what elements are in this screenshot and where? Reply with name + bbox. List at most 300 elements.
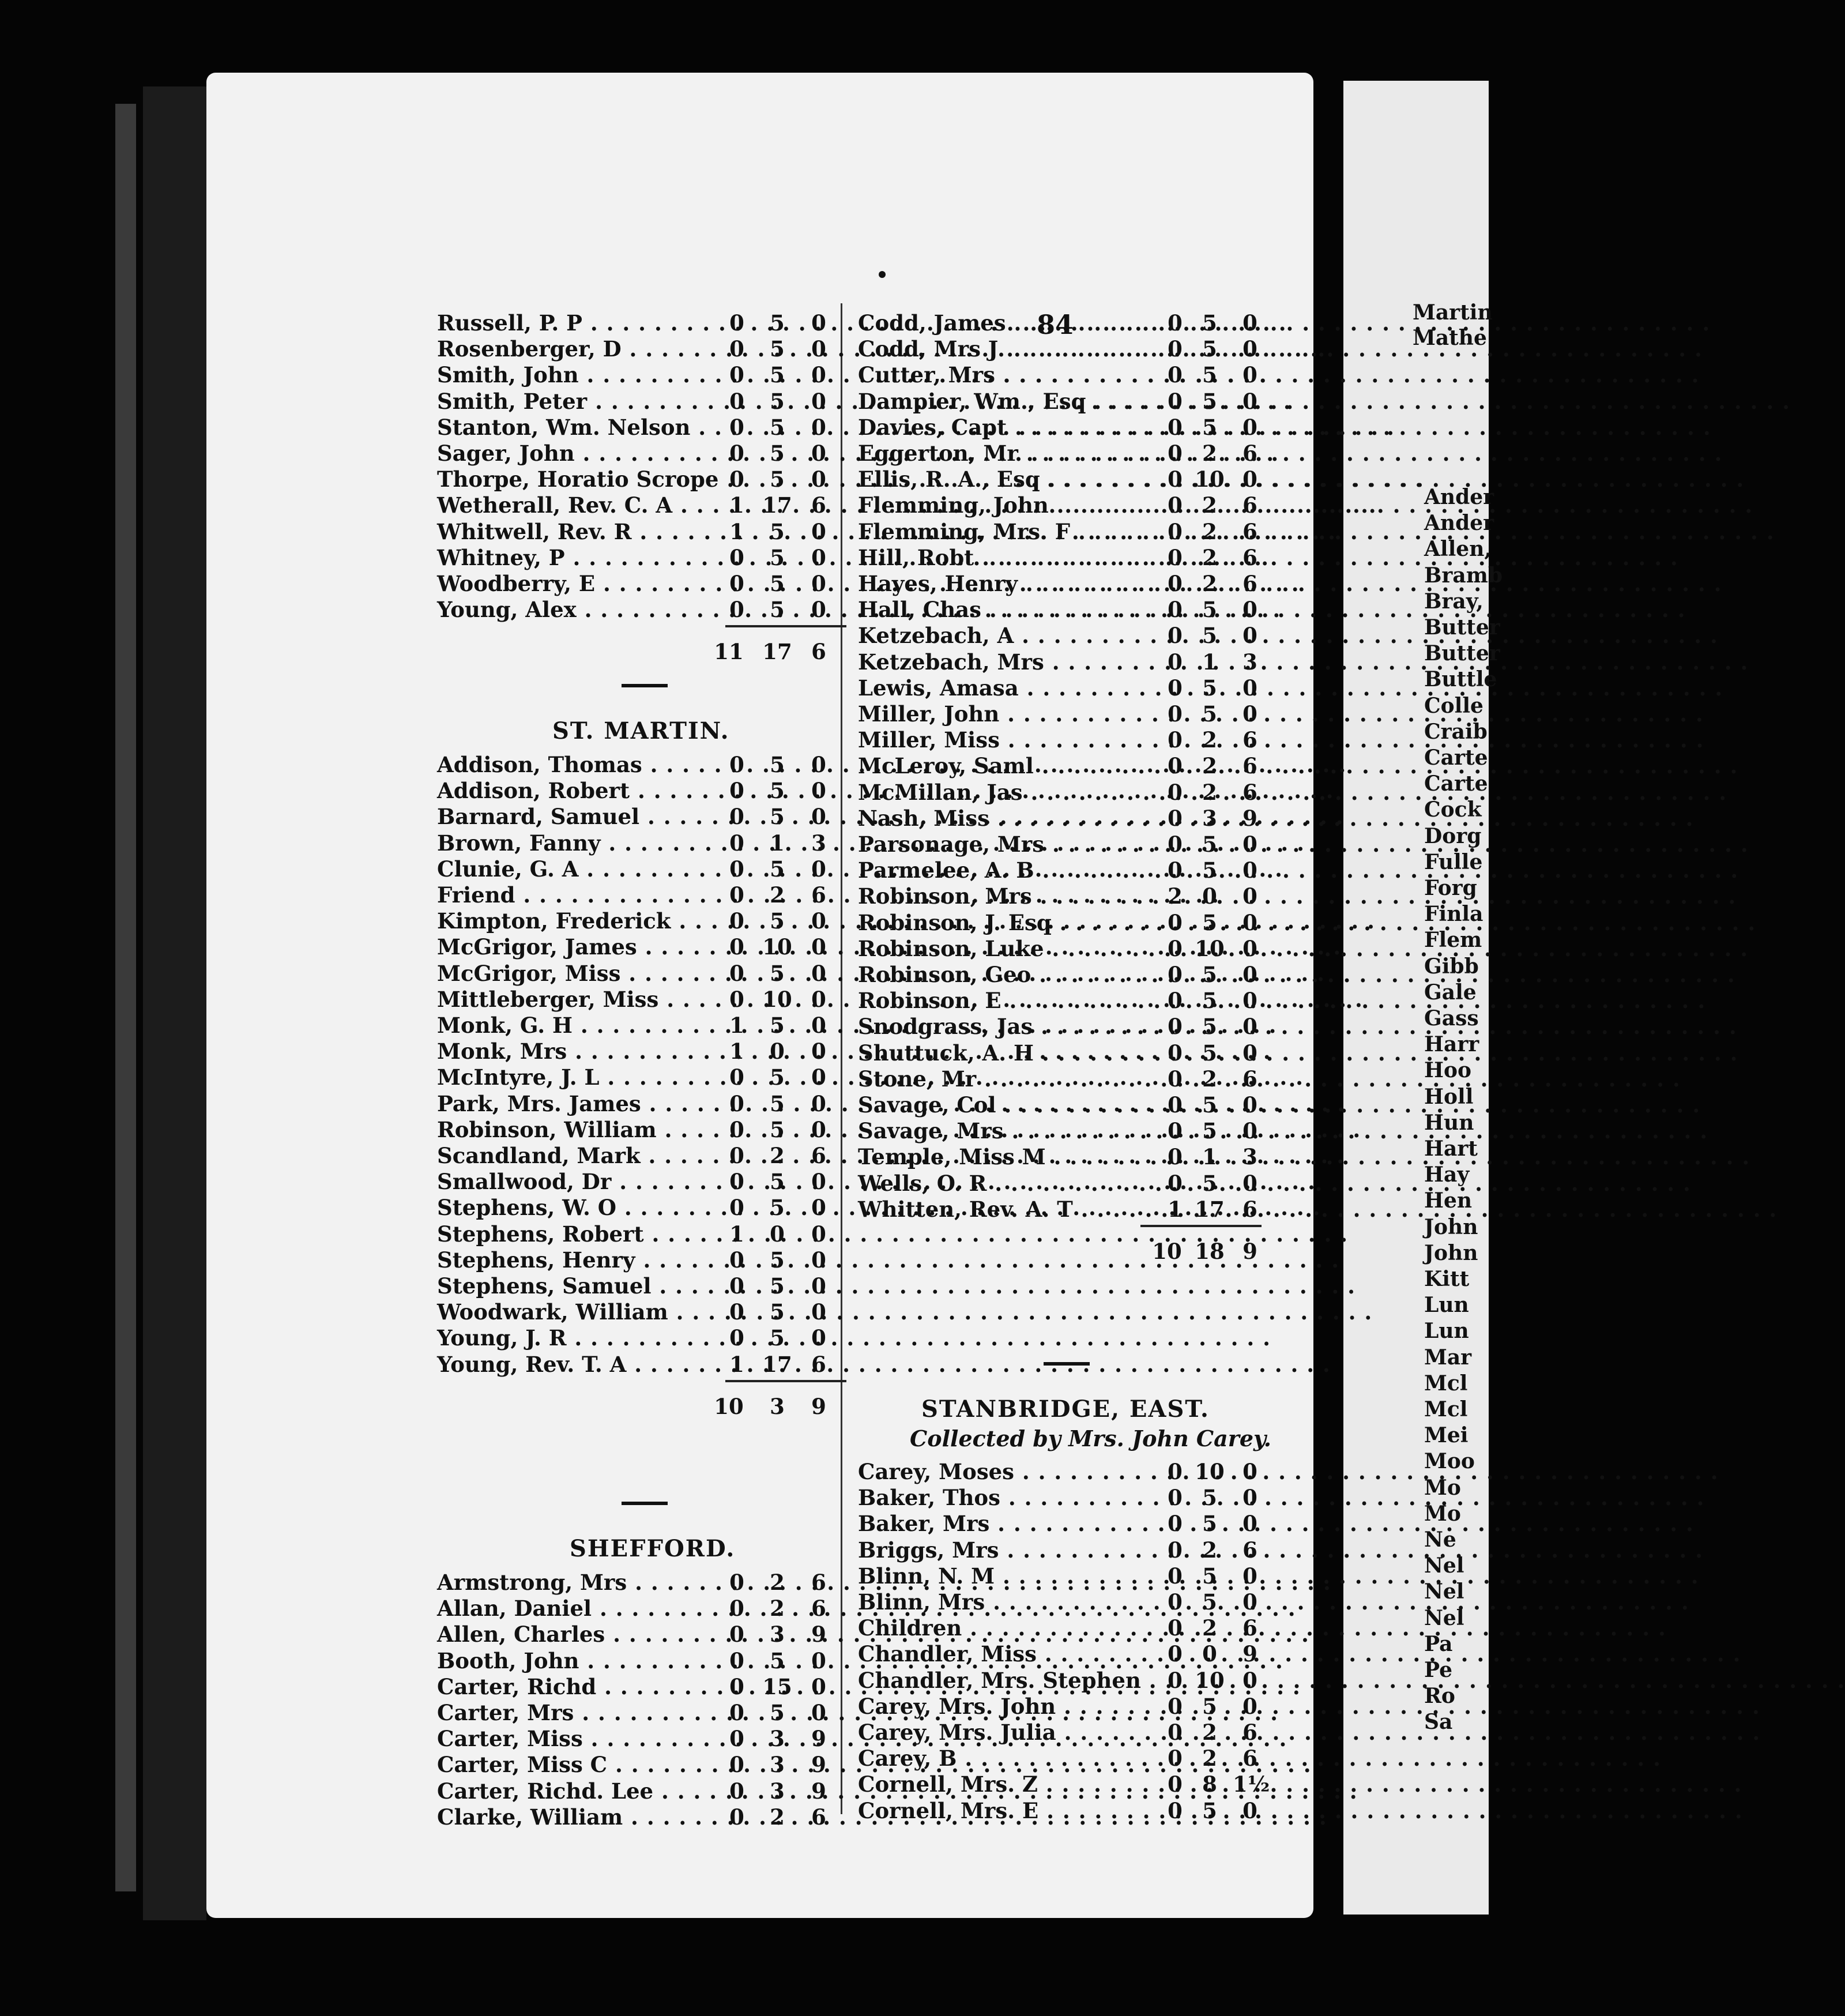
pounds-value: 0: [1168, 935, 1183, 961]
shillings-value: 5: [1202, 909, 1217, 935]
shillings-value: 5: [1202, 310, 1217, 336]
pence-value: 0: [811, 414, 826, 440]
pence-value: 0: [1242, 962, 1257, 987]
shillings-value: 5: [1202, 1589, 1217, 1615]
next-page-fragment: Hen: [1424, 1188, 1473, 1213]
pence-value: 6: [1242, 779, 1257, 805]
shillings-value: 5: [770, 388, 785, 414]
pence-value: 0: [811, 1195, 826, 1221]
pence-value: 0: [1242, 1511, 1257, 1537]
book-spine-edge: [115, 104, 136, 1891]
pence-value: 6: [1242, 727, 1257, 753]
pounds-value: 0: [1168, 1746, 1183, 1771]
shillings-value: 15: [762, 1673, 792, 1699]
next-page-fragment: Finla: [1424, 902, 1483, 927]
subscriber-name: Savage, Col . . .: [858, 1092, 1158, 1118]
pounds-value: 0: [729, 414, 744, 440]
shillings-value: 5: [770, 467, 785, 492]
pounds-value: 0: [1168, 832, 1183, 857]
next-page-fragment: Ander: [1424, 511, 1494, 536]
total-pence: 9: [811, 1393, 826, 1419]
total-pence: 6: [811, 639, 826, 665]
pence-value: 6: [1242, 1196, 1257, 1222]
subscriber-name: Monk, Mrs . . .: [437, 1039, 720, 1065]
next-page-fragment: Butter: [1424, 641, 1500, 666]
pence-value: 0: [1242, 1797, 1257, 1823]
next-page-fragment: Nel: [1424, 1554, 1464, 1578]
pounds-value: 0: [1168, 467, 1183, 492]
pounds-value: 0: [1168, 1771, 1183, 1797]
pence-value: 0: [1242, 701, 1257, 727]
shillings-value: 5: [770, 362, 785, 388]
pounds-value: 0: [1168, 1797, 1183, 1823]
pence-value: 0: [1242, 310, 1257, 336]
pence-value: 0: [811, 960, 826, 986]
pence-value: 0: [1242, 623, 1257, 649]
subscriber-name: Snodgrass, Jas . . .: [858, 1014, 1158, 1040]
subscriber-name: Booth, John . . .: [437, 1648, 720, 1674]
pence-value: 6: [811, 882, 826, 908]
next-page-fragment: Allen,: [1424, 537, 1492, 562]
subscriber-name: Robinson, William . . .: [437, 1117, 720, 1143]
section-heading: STANBRIDGE, EAST.: [921, 1396, 1210, 1423]
pounds-value: 0: [729, 1090, 744, 1116]
pence-value: 0: [1242, 1092, 1257, 1118]
pence-value: 0: [811, 752, 826, 777]
subscriber-name: Wetherall, Rev. C. A . . .: [437, 492, 720, 518]
next-page-fragment: Ne: [1424, 1528, 1456, 1552]
next-page-fragment: Fulle: [1424, 849, 1483, 874]
shillings-value: 10: [1195, 1459, 1225, 1484]
shillings-value: 2: [1202, 1746, 1217, 1771]
pounds-value: 0: [1168, 1014, 1183, 1040]
page-number: 84: [1037, 309, 1074, 340]
next-page-fragment: John: [1424, 1214, 1478, 1239]
pounds-value: 0: [1168, 1040, 1183, 1066]
subscriber-name: Kimpton, Frederick . . .: [437, 908, 720, 934]
pence-value: 0: [1242, 1563, 1257, 1589]
shillings-value: 5: [770, 804, 785, 830]
shillings-value: 5: [770, 856, 785, 882]
pounds-value: 0: [729, 1065, 744, 1090]
shillings-value: 10: [1195, 467, 1225, 492]
pence-value: 6: [1242, 571, 1257, 596]
pence-value: 0: [811, 1273, 826, 1299]
pounds-value: 0: [1168, 1066, 1183, 1092]
total-pence: 9: [1242, 1239, 1257, 1264]
pence-value: 6: [1242, 1720, 1257, 1745]
subscriber-name: Blinn, N. M . . .: [858, 1563, 1158, 1589]
next-page-fragment: Sa: [1424, 1710, 1453, 1735]
next-page-fragment: Craib: [1424, 719, 1488, 744]
shillings-value: 17: [762, 492, 792, 518]
pounds-value: 0: [1168, 805, 1183, 831]
shillings-value: 5: [770, 336, 785, 362]
shillings-value: 5: [770, 1065, 785, 1090]
shillings-value: 5: [1202, 1485, 1217, 1511]
pence-value: 9: [811, 1622, 826, 1648]
pounds-value: 0: [1168, 1693, 1183, 1719]
shillings-value: 5: [770, 1116, 785, 1142]
pounds-value: 0: [1168, 1615, 1183, 1641]
pence-value: 0: [1242, 883, 1257, 909]
pence-value: 0: [811, 1673, 826, 1699]
subscriber-name: Brown, Fanny . . .: [437, 830, 720, 856]
shillings-value: 5: [1202, 1693, 1217, 1719]
pounds-value: 0: [729, 1752, 744, 1778]
next-page-fragment: Mcl: [1424, 1371, 1468, 1396]
pounds-value: 0: [1168, 1092, 1183, 1118]
subscriber-name: Cornell, Mrs. Z . . .: [858, 1771, 1158, 1797]
shillings-value: 2: [1202, 779, 1217, 805]
pence-value: 0: [811, 1247, 826, 1273]
pence-value: 1½: [1233, 1771, 1270, 1797]
pounds-value: 2: [1168, 883, 1183, 909]
pounds-value: 0: [1168, 414, 1183, 440]
pence-value: 0: [811, 804, 826, 830]
next-page-fragment: Hun: [1424, 1110, 1474, 1135]
subscriber-name: Stanton, Wm. Nelson . . .: [437, 415, 720, 441]
pounds-value: 0: [1168, 1563, 1183, 1589]
shillings-value: 1: [770, 830, 785, 856]
pence-value: 0: [1242, 1589, 1257, 1615]
pounds-value: 0: [1168, 1511, 1183, 1537]
shillings-value: 5: [1202, 675, 1217, 701]
pounds-value: 0: [729, 1247, 744, 1273]
pence-value: 0: [811, 1116, 826, 1142]
shillings-value: 2: [770, 1804, 785, 1830]
pence-value: 0: [811, 1039, 826, 1065]
pounds-value: 0: [729, 778, 744, 804]
next-page-fragment: Forg: [1424, 876, 1477, 900]
pence-value: 0: [1242, 1170, 1257, 1196]
shillings-value: 5: [770, 1169, 785, 1195]
pounds-value: 0: [1168, 492, 1183, 518]
next-page-fragment: Moo: [1424, 1449, 1475, 1474]
pounds-value: 0: [1168, 701, 1183, 727]
next-page-fragment: Bray,: [1424, 589, 1483, 614]
shillings-value: 5: [770, 778, 785, 804]
pounds-value: 0: [1168, 441, 1183, 466]
pence-value: 0: [811, 1065, 826, 1090]
pounds-value: 0: [729, 934, 744, 960]
pence-value: 6: [811, 1570, 826, 1595]
subscriber-name: Stephens, Samuel . . .: [437, 1273, 720, 1299]
shillings-value: 5: [1202, 362, 1217, 388]
subscriber-name: Whitney, P . . .: [437, 545, 720, 571]
pounds-value: 0: [729, 1116, 744, 1142]
pence-value: 0: [1242, 1693, 1257, 1719]
pence-value: 3: [1242, 1144, 1257, 1170]
pence-value: 0: [1242, 362, 1257, 388]
section-heading: ST. MARTIN.: [552, 717, 730, 744]
next-page-fragment: Holl: [1424, 1084, 1474, 1109]
shillings-value: 10: [1195, 935, 1225, 961]
subscriber-name: Whitten, Rev. A. T . . .: [858, 1197, 1158, 1223]
subscriber-name: Young, Rev. T. A . . .: [437, 1352, 720, 1378]
shillings-value: 2: [1202, 1615, 1217, 1641]
pence-value: 0: [811, 310, 826, 336]
subscriber-name: Parsonage, Mrs . . .: [858, 832, 1158, 857]
shillings-value: 5: [770, 1648, 785, 1673]
subscriber-name: Cutter, Mrs . . .: [858, 362, 1158, 388]
subscriber-name: Children . . .: [858, 1615, 1158, 1641]
subscriber-name: Park, Mrs. James . . .: [437, 1091, 720, 1117]
subscriber-name: Stephens, Robert . . .: [437, 1221, 720, 1247]
next-page-fragment: Mar: [1424, 1345, 1472, 1370]
pounds-value: 0: [729, 571, 744, 596]
pounds-value: 0: [1168, 518, 1183, 544]
next-page-fragment: Flem: [1424, 928, 1482, 953]
shillings-value: 5: [1202, 1170, 1217, 1196]
subscriber-name: McLeroy, Saml . . .: [858, 753, 1158, 779]
pence-value: 6: [811, 1143, 826, 1168]
shillings-value: 5: [1202, 1040, 1217, 1066]
pounds-value: 0: [1168, 544, 1183, 570]
shillings-value: 5: [1202, 701, 1217, 727]
pence-value: 0: [811, 934, 826, 960]
subscriber-name: Russell, P. P . . .: [437, 310, 720, 336]
pence-value: 0: [811, 856, 826, 882]
shillings-value: 2: [770, 882, 785, 908]
shillings-value: 1: [1202, 1144, 1217, 1170]
shillings-value: 5: [770, 960, 785, 986]
shillings-value: 5: [1202, 962, 1217, 987]
next-page-fragment: Buttle: [1424, 667, 1497, 692]
subscriber-name: Robinson, Geo . . .: [858, 962, 1158, 988]
subscriber-name: Nash, Miss . . .: [858, 806, 1158, 832]
pounds-value: 0: [1168, 1459, 1183, 1484]
pence-value: 0: [811, 1221, 826, 1247]
next-page-fragment: Mathe: [1413, 326, 1487, 350]
subscriber-name: Miller, John . . .: [858, 701, 1158, 727]
pounds-value: 0: [1168, 336, 1183, 362]
pounds-value: 0: [1168, 675, 1183, 701]
subscriber-name: McIntyre, J. L . . .: [437, 1065, 720, 1090]
pounds-value: 0: [1168, 362, 1183, 388]
shillings-value: 1: [1202, 649, 1217, 675]
pence-value: 0: [1242, 988, 1257, 1014]
subscriber-name: Hayes, Henry . . .: [858, 571, 1158, 597]
book-gutter: [143, 86, 206, 1920]
shillings-value: 2: [1202, 492, 1217, 518]
pounds-value: 0: [1168, 649, 1183, 675]
pence-value: 0: [1242, 1014, 1257, 1040]
shillings-value: 3: [770, 1752, 785, 1778]
pence-value: 0: [1242, 388, 1257, 414]
pounds-value: 0: [1168, 1589, 1183, 1615]
pence-value: 0: [811, 1325, 826, 1351]
pence-value: 0: [1242, 1485, 1257, 1511]
pounds-value: 1: [1168, 1196, 1183, 1222]
shillings-value: 3: [770, 1778, 785, 1804]
shillings-value: 5: [770, 544, 785, 570]
pounds-value: 0: [729, 752, 744, 777]
shillings-value: 2: [1202, 1066, 1217, 1092]
subscriber-name: Carey, Moses . . .: [858, 1459, 1158, 1485]
pence-value: 6: [811, 1351, 826, 1377]
pence-value: 0: [811, 388, 826, 414]
pounds-value: 0: [1168, 597, 1183, 623]
next-page-fragment: Butter: [1424, 615, 1500, 640]
shillings-value: 5: [1202, 1563, 1217, 1589]
shillings-value: 5: [770, 518, 785, 544]
next-page-fragment: Gibb: [1424, 954, 1479, 979]
pence-value: 6: [1242, 1746, 1257, 1771]
pence-value: 0: [1242, 414, 1257, 440]
pounds-value: 0: [729, 1325, 744, 1351]
shillings-value: 2: [1202, 544, 1217, 570]
subscriber-name: Temple, Miss M . . .: [858, 1144, 1158, 1170]
pounds-value: 0: [1168, 727, 1183, 753]
subscriber-name: Chandler, Miss . . .: [858, 1641, 1158, 1667]
subscriber-name: Hall, Chas . . .: [858, 597, 1158, 623]
next-page-fragment: Mei: [1424, 1423, 1469, 1448]
subscriber-name: McGrigor, James . . .: [437, 934, 720, 960]
pounds-value: 0: [1168, 779, 1183, 805]
pounds-value: 0: [1168, 571, 1183, 596]
pounds-value: 0: [729, 856, 744, 882]
pounds-value: 0: [729, 441, 744, 466]
shillings-value: 5: [1202, 1797, 1217, 1823]
shillings-value: 5: [1202, 597, 1217, 623]
subscriber-name: McGrigor, Miss . . .: [437, 961, 720, 987]
total-rule: [725, 625, 846, 627]
pence-value: 0: [1242, 675, 1257, 701]
total-pounds: 11: [714, 639, 744, 665]
pounds-value: 0: [1168, 310, 1183, 336]
pence-value: 0: [811, 1090, 826, 1116]
subscriber-name: Clarke, William . . .: [437, 1804, 720, 1830]
pence-value: 6: [1242, 492, 1257, 518]
shillings-value: 5: [1202, 623, 1217, 649]
pence-value: 9: [811, 1778, 826, 1804]
section-dash: [622, 1502, 668, 1505]
shillings-value: 2: [770, 1570, 785, 1595]
shillings-value: 8: [1202, 1771, 1217, 1797]
pounds-value: 0: [729, 960, 744, 986]
subscriber-name: Carey, B . . .: [858, 1746, 1158, 1771]
pounds-value: 0: [729, 597, 744, 623]
shillings-value: 0: [770, 1221, 785, 1247]
pence-value: 0: [1242, 832, 1257, 857]
subscriber-name: Barnard, Samuel . . .: [437, 804, 720, 830]
total-shillings: 17: [762, 639, 792, 665]
pounds-value: 0: [729, 1195, 744, 1221]
pence-value: 0: [1242, 467, 1257, 492]
next-page-fragment: Lun: [1424, 1293, 1469, 1318]
shillings-value: 5: [770, 1700, 785, 1725]
pence-value: 0: [811, 908, 826, 934]
subscriber-name: Robinson, Mrs . . .: [858, 883, 1158, 909]
pence-value: 9: [1242, 805, 1257, 831]
subscriber-name: Ellis, R. A., Esq . . .: [858, 467, 1158, 492]
shillings-value: 17: [1195, 1196, 1225, 1222]
next-page-fragment: Dorg: [1424, 823, 1482, 848]
subscriber-name: Briggs, Mrs . . .: [858, 1537, 1158, 1563]
subscriber-name: Allen, Charles . . .: [437, 1622, 720, 1648]
shillings-value: 2: [1202, 727, 1217, 753]
subscriber-name: Young, Alex . . .: [437, 597, 720, 623]
next-page-fragment: Gass: [1424, 1006, 1479, 1030]
pence-value: 9: [811, 1726, 826, 1752]
pounds-value: 0: [729, 986, 744, 1012]
shillings-value: 2: [770, 1143, 785, 1168]
subscriber-name: Addison, Robert . . .: [437, 778, 720, 804]
shillings-value: 5: [770, 441, 785, 466]
total-shillings: 3: [770, 1393, 785, 1419]
shillings-value: 10: [762, 934, 792, 960]
pounds-value: 0: [1168, 1667, 1183, 1693]
next-page-fragment: Martin: [1413, 300, 1493, 325]
pounds-value: 0: [1168, 388, 1183, 414]
subscriber-name: Blinn, Mrs . . .: [858, 1589, 1158, 1615]
next-page-fragment: John: [1424, 1240, 1478, 1265]
pounds-value: 0: [729, 1570, 744, 1595]
subscriber-name: Codd, James . . .: [858, 310, 1158, 336]
subscriber-name: Allan, Daniel . . .: [437, 1596, 720, 1622]
pounds-value: 0: [1168, 1720, 1183, 1745]
shillings-value: 2: [1202, 1720, 1217, 1745]
shillings-value: 5: [1202, 336, 1217, 362]
subscriber-name: Rosenberger, D . . .: [437, 336, 720, 362]
total-rule: [1140, 1225, 1262, 1227]
pounds-value: 0: [1168, 988, 1183, 1014]
pence-value: 0: [811, 518, 826, 544]
pence-value: 6: [1242, 441, 1257, 466]
pounds-value: 0: [729, 1648, 744, 1673]
pence-value: 6: [1242, 518, 1257, 544]
next-page-fragment: Pe: [1424, 1658, 1453, 1682]
pence-value: 0: [811, 571, 826, 596]
pence-value: 0: [811, 1299, 826, 1325]
pounds-value: 0: [1168, 623, 1183, 649]
pounds-value: 1: [729, 518, 744, 544]
pence-value: 3: [811, 830, 826, 856]
subscriber-name: Robinson, Luke . . .: [858, 936, 1158, 962]
pounds-value: 0: [729, 804, 744, 830]
next-page-fragment: Hart: [1424, 1137, 1478, 1161]
section-subheading: Collected by Mrs. John Carey.: [910, 1426, 1271, 1451]
subscriber-name: Thorpe, Horatio Scrope . . .: [437, 467, 720, 492]
pounds-value: 0: [1168, 1641, 1183, 1667]
shillings-value: 5: [770, 1195, 785, 1221]
subscriber-name: Carey, Mrs. John . . .: [858, 1694, 1158, 1720]
next-page-fragment: Mo: [1424, 1475, 1461, 1500]
pence-value: 6: [1242, 544, 1257, 570]
shillings-value: 5: [1202, 1118, 1217, 1144]
subscriber-name: Ketzebach, Mrs . . .: [858, 649, 1158, 675]
subscriber-name: McMillan, Jas . . .: [858, 780, 1158, 806]
pence-value: 0: [811, 544, 826, 570]
pounds-value: 0: [729, 1143, 744, 1168]
pence-value: 0: [811, 986, 826, 1012]
pence-value: 0: [811, 1169, 826, 1195]
next-page-fragment: Pa: [1424, 1631, 1453, 1656]
section-dash: [1044, 1362, 1090, 1366]
subscriber-name: Scandland, Mark . . .: [437, 1143, 720, 1169]
shillings-value: 5: [770, 414, 785, 440]
next-page-fragment: Hay: [1424, 1163, 1470, 1187]
next-page-fragment: Carte: [1424, 746, 1488, 770]
pounds-value: 0: [729, 1596, 744, 1622]
total-shillings: 18: [1195, 1239, 1225, 1264]
shillings-value: 5: [770, 1013, 785, 1038]
pence-value: 6: [1242, 1066, 1257, 1092]
shillings-value: 5: [770, 908, 785, 934]
pence-value: 0: [1242, 1459, 1257, 1484]
pence-value: 9: [1242, 1641, 1257, 1667]
